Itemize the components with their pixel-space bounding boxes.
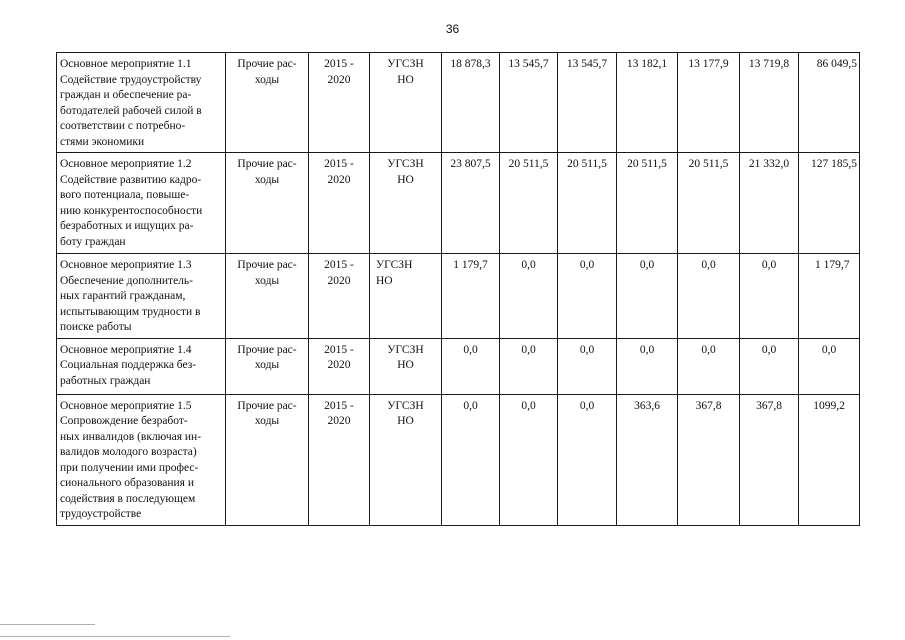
table-row	[57, 153, 860, 254]
value-cell: 0,0	[500, 254, 558, 339]
program-activities-table	[56, 52, 860, 526]
total-value-cell: 127 185,5	[799, 153, 860, 254]
value-cell: 1 179,7	[442, 254, 500, 339]
value-cell: 0,0	[678, 338, 740, 394]
table-row	[57, 254, 860, 339]
value-cell: 0,0	[442, 338, 500, 394]
table-row	[57, 394, 860, 525]
value-cell: 367,8	[740, 394, 799, 525]
value-cell: 0,0	[500, 338, 558, 394]
value-cell: 0,0	[500, 394, 558, 525]
value-cell: 20 511,5	[500, 153, 558, 254]
expense-type-cell: Прочие рас- ходы	[226, 254, 309, 339]
total-value-cell: 0,0	[799, 338, 860, 394]
value-cell: 13 545,7	[558, 53, 617, 153]
period-cell: 2015 - 2020	[309, 254, 370, 339]
value-cell: 18 878,3	[442, 53, 500, 153]
value-cell: 0,0	[678, 254, 740, 339]
value-cell: 20 511,5	[678, 153, 740, 254]
value-cell: 13 182,1	[617, 53, 678, 153]
total-value-cell: 1099,2	[799, 394, 860, 525]
executor-cell: УГСЗН НО	[370, 53, 442, 153]
expense-type-cell: Прочие рас- ходы	[226, 394, 309, 525]
value-cell: 0,0	[442, 394, 500, 525]
executor-cell: УГСЗН НО	[370, 394, 442, 525]
period-cell: 2015 - 2020	[309, 394, 370, 525]
total-value-cell: 86 049,5	[799, 53, 860, 153]
scan-edge-line	[0, 624, 95, 625]
value-cell: 0,0	[617, 254, 678, 339]
value-cell: 367,8	[678, 394, 740, 525]
value-cell: 20 511,5	[617, 153, 678, 254]
executor-cell: УГСЗН НО	[370, 338, 442, 394]
activity-name-cell: Основное мероприятие 1.1 Содействие трудоустройству граждан и обеспечение ра- ботодателей рабочей силой в соответствии с потребно- стями экономики	[57, 53, 226, 153]
expense-type-cell: Прочие рас- ходы	[226, 153, 309, 254]
value-cell: 23 807,5	[442, 153, 500, 254]
value-cell: 0,0	[617, 338, 678, 394]
activity-name-cell: Основное мероприятие 1.4 Социальная поддержка без- работных граждан	[57, 338, 226, 394]
value-cell: 0,0	[558, 394, 617, 525]
page-number: 36	[445, 22, 460, 36]
value-cell: 13 545,7	[500, 53, 558, 153]
table-row	[57, 338, 860, 394]
value-cell: 0,0	[558, 338, 617, 394]
value-cell: 0,0	[740, 254, 799, 339]
value-cell: 0,0	[558, 254, 617, 339]
value-cell: 363,6	[617, 394, 678, 525]
expense-type-cell: Прочие рас- ходы	[226, 53, 309, 153]
executor-cell: УГСЗН НО	[370, 254, 442, 339]
period-cell: 2015 - 2020	[309, 338, 370, 394]
value-cell: 13 177,9	[678, 53, 740, 153]
activity-name-cell: Основное мероприятие 1.2 Содействие развитию кадро- вого потенциала, повыше- нию конкурентоспособности безработных и ищущих ра- боту граждан	[57, 153, 226, 254]
period-cell: 2015 - 2020	[309, 153, 370, 254]
value-cell: 21 332,0	[740, 153, 799, 254]
period-cell: 2015 - 2020	[309, 53, 370, 153]
activity-name-cell: Основное мероприятие 1.5 Сопровождение безработ- ных инвалидов (включая ин- валидов молодого возраста) при получении ими профес- сионального образования и содействия в последующем трудоустройстве	[57, 394, 226, 525]
executor-cell: УГСЗН НО	[370, 153, 442, 254]
value-cell: 20 511,5	[558, 153, 617, 254]
value-cell: 0,0	[740, 338, 799, 394]
total-value-cell: 1 179,7	[799, 254, 860, 339]
scan-edge-line	[170, 636, 230, 637]
table-row	[57, 53, 860, 153]
activity-name-cell: Основное мероприятие 1.3 Обеспечение дополнитель- ных гарантий гражданам, испытывающим трудности в поиске работы	[57, 254, 226, 339]
value-cell: 13 719,8	[740, 53, 799, 153]
expense-type-cell: Прочие рас- ходы	[226, 338, 309, 394]
